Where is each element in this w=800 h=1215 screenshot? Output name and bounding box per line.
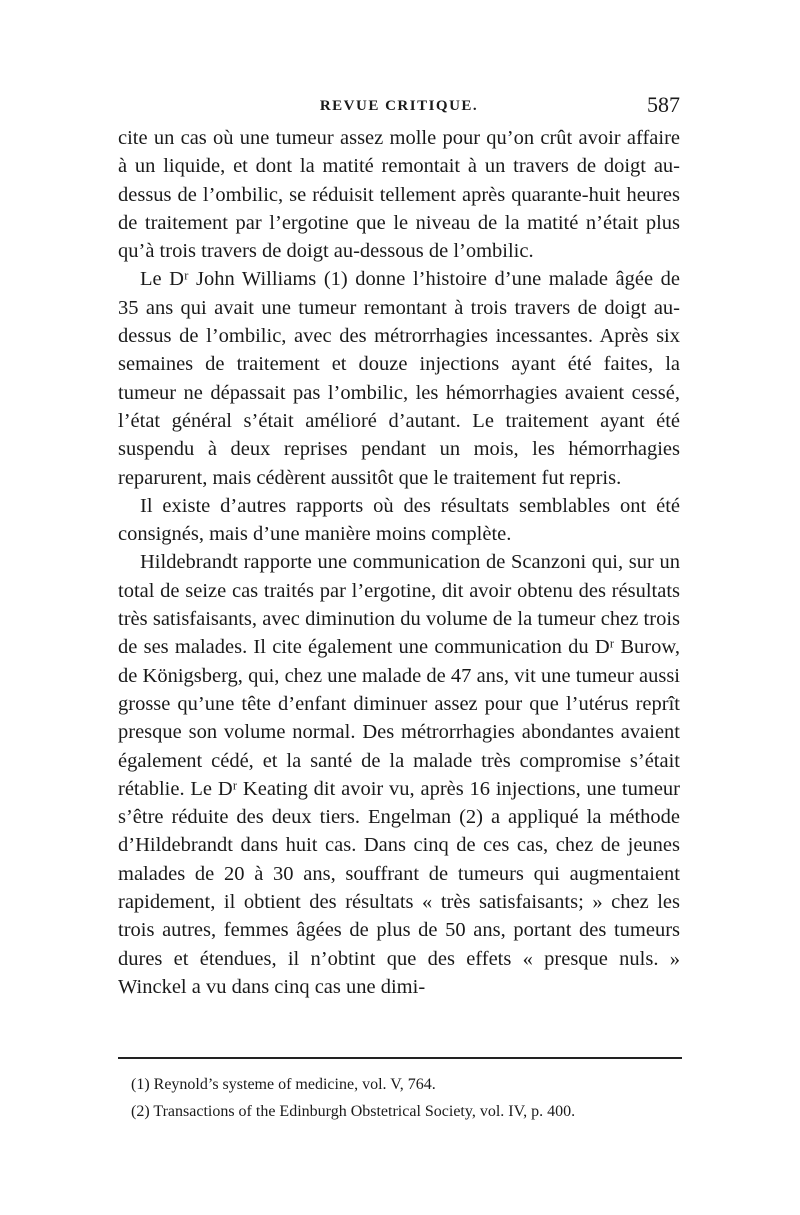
- footnote-divider: [118, 1057, 682, 1059]
- body-text: [118, 124, 680, 1001]
- paragraph: Il existe d’autres rapports où des résultats semblables ont été consignés, mais d’une manière moins complète.: [118, 494, 680, 546]
- running-title: REVUE CRITIQUE.: [319, 98, 479, 114]
- footnote: (2) Transactions of the Edinburgh Obstetrical Society, vol. IV, p. 400.: [131, 1103, 576, 1120]
- page-number: 587: [647, 92, 680, 117]
- footnote: (1) Reynold’s systeme of medicine, vol. V, 764.: [131, 1076, 436, 1093]
- paragraph-continued: cite un cas où une tumeur assez molle pour qu’on crût avoir affaire à un liquide, et dont la matité remontait à un travers de doigt au-dessus de l’ombilic, se réduisit tellement après quarante-huit heures de traitement par l’ergotine que le niveau de la matité n’était plus qu’à trois travers de doigt au-dessous de l’ombilic.: [118, 127, 680, 263]
- running-head: [118, 92, 680, 122]
- footnotes: [131, 1071, 691, 1125]
- paragraph: Hildebrandt rapporte une communication de Scanzoni qui, sur un total de seize cas traités par l’ergotine, dit avoir obtenu des résultats très satisfaisants, avec diminution du volume de la tumeur chez trois de ses malades. Il cite également une communication du Dʳ Burow, de Königsberg, qui, chez une malade de 47 ans, vit une tumeur aussi grosse qu’une tête d’enfant diminuer assez pour que l’utérus reprît presque son volume normal. Des métrorrhagies abondantes avaient également cédé, et la santé de la malade très compromise s’était rétablie. Le Dʳ Keating dit avoir vu, après 16 injections, une tumeur s’être réduite des deux tiers. Engelman (2) a appliqué la méthode d’Hildebrandt dans huit cas. Dans cinq de ces cas, chez de jeunes malades de 20 à 30 ans, souffrant de tumeurs qui augmentaient rapidement, il obtient des résultats « très satisfaisants; » chez les trois autres, femmes âgées de plus de 50 ans, portant des tumeurs dures et étendues, il n’obtint que des effets « presque nuls. » Winckel a vu dans cinq cas une dimi-: [118, 551, 680, 998]
- paragraph: Le Dʳ John Williams (1) donne l’histoire d’une malade âgée de 35 ans qui avait une tumeur remontant à trois travers de doigt au-dessus de l’ombilic, avec des métrorrhagies incessantes. Après six semaines de traitement et douze injections ayant été faites, la tumeur ne dépassait pas l’ombilic, les hémorrhagies avaient cessé, l’état général s’était amélioré d’autant. Le traitement ayant été suspendu à deux reprises pendant un mois, les hémorrhagies reparurent, mais cédèrent aussitôt que le traitement fut repris.: [118, 268, 680, 489]
